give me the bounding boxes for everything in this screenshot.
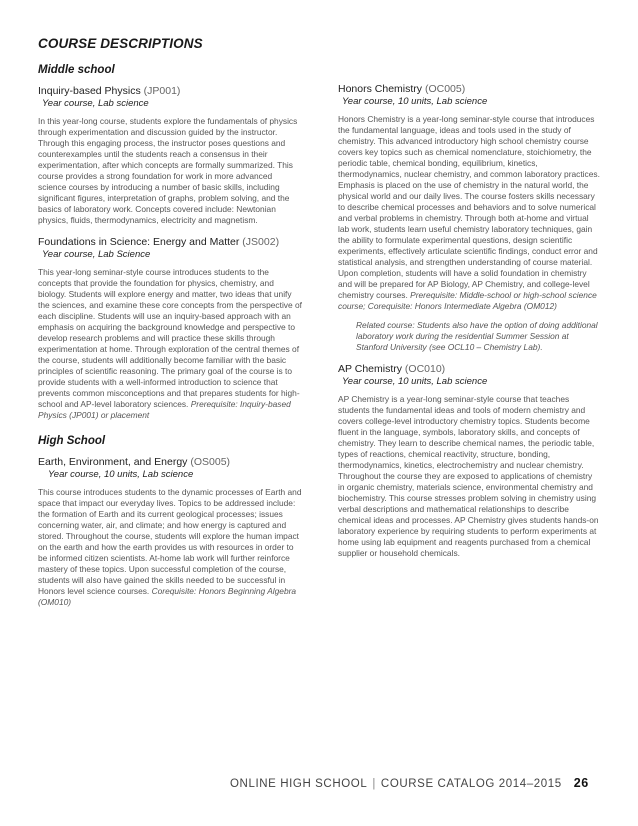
course-title-text: AP Chemistry	[338, 363, 402, 375]
course-earth-environment-energy	[38, 456, 302, 608]
course-title	[338, 83, 600, 96]
course-description-text: Honors Chemistry is a year-long seminar-style course that introduces the fundamental language, ideas and tools used in the study of chemistry. This advanced introductory high school chemistry course covers key topics such as chemical nomenclature, stoichiometry, the periodic table, chemical bonding, equilibrium, kinetics, thermodynamics, nuclear chemistry, and common laboratory practices. Emphasis is placed on the use of chemistry in the natural world, the physical world and our daily lives. The course fosters skills necessary to describe chemical processes and behaviors and to solve numerical and verbal problems in chemistry. Through both at-home and virtual lab work, students learn useful chemistry laboratory techniques, gain the ability to formulate experimental questions, design scientific experiments, effectively articulate scientific findings, conduct error and statistical analysis, and strengthen understanding of course material. Upon completion, students will have a solid foundation in chemistry and will be prepared for AP Biology, AP Chemistry, and college-level chemistry courses.	[338, 114, 600, 300]
course-title	[338, 363, 600, 376]
left-column	[38, 64, 302, 618]
page-footer	[230, 776, 589, 790]
section-heading-high-school: High School	[38, 435, 106, 447]
course-meta: Year course, Lab science	[42, 98, 149, 109]
course-description-text: This year-long seminar-style course introduces students to the concepts that provide the foundation for physics, chemistry, and biology. Students will explore energy and matter, two ideas that unify the sciences, and examine these core concepts from the perspective of each discipline. Students will use an inquiry-based approach with an emphasis on acquiring the background knowledge and perspective to develop research problems and will practice these skills through experimentation at home. Through exploration of the central themes of the course, students will additionally become familiar with the basic principles of scientific reasoning. The primary goal of the course is to provide students with a well-informed introduction to science that prevents common misconceptions and that prepares students for high-school and AP-level laboratory sciences.	[38, 267, 302, 409]
course-foundations-in-science	[38, 236, 302, 421]
course-description	[38, 487, 302, 608]
course-description	[338, 114, 600, 312]
course-meta: Year course, Lab Science	[42, 249, 151, 260]
course-description	[38, 267, 302, 421]
course-inquiry-based-physics	[38, 85, 302, 226]
course-meta: Year course, 10 units, Lab science	[342, 96, 488, 107]
course-title-text: Honors Chemistry	[338, 83, 423, 95]
course-ap-chemistry	[338, 363, 600, 559]
course-code: (OC010)	[404, 363, 446, 375]
course-prerequisite: Prerequisite: Middle-school or high-school science course; Corequisite: Honors Intermediate Algebra (OM012)	[338, 290, 597, 311]
course-code: (OC005)	[424, 83, 466, 95]
course-title-text: Inquiry-based Physics	[38, 85, 141, 97]
course-meta: Year course, 10 units, Lab science	[48, 469, 194, 480]
course-description: In this year-long course, students explore the fundamentals of physics through experimentation and discussion guided by the instructor. Through this engaging process, the instructor poses questions and counterexamples until the students reach a consensus in their experimentation, after which concepts are formally summarized. This course provides a strong foundation for work in more advanced science courses by introducing a number of basic skills, including significant figures, interpretation of graphs, problem solving, and the basics of laboratory work. Concepts covered include: Newtonian physics, fluids, thermodynamics, electricity and magnetism.	[38, 116, 298, 225]
footer-catalog: COURSE CATALOG 2014–2015	[380, 778, 562, 790]
page-heading: COURSE DESCRIPTIONS	[38, 36, 203, 51]
course-code: (JS002)	[242, 236, 280, 248]
page-number: 26	[573, 776, 589, 790]
course-corequisite: Corequisite: Honors Beginning Algebra (OM010)	[38, 586, 297, 607]
course-code: (OS005)	[190, 456, 231, 468]
course-meta: Year course, 10 units, Lab science	[342, 376, 488, 387]
course-description: AP Chemistry is a year-long seminar-style course that teaches students the fundamental ideas and tools of modern chemistry and covers college-level introductory chemistry topics. Students become fluent in the language, symbols, laboratory skills, and concepts of chemistry. They learn to describe chemical names, the periodic table, types of reactions, chemical reactivity, structure, bonding, thermodynamics, kinetics, electrochemistry and nuclear chemistry. Throughout the course they are exposed to applications of chemistry in organic chemistry, materials science, environmental chemistry and biochemistry. This course stresses problem solving in chemistry using verbal descriptions and mathematical relationships to describe chemical ideas and processes. AP Chemistry gives students hands-on laboratory experience by requiring students to perform experiments at home using lab equipment and reagents purchased from a chemical supplier or household chemicals.	[338, 394, 599, 558]
footer-separator: |	[372, 778, 376, 790]
right-column	[338, 83, 600, 569]
course-title	[38, 236, 302, 249]
course-description-text: This course introduces students to the dynamic processes of Earth and space that impact our everyday lives. Topics to be addressed include: the formation of Earth and its current geological processes; issues concerning water, air, and climate; and how energy is captured and stored. Throughout the course, students will explore the human impact on the earth and how the earth provides us with resources in order to be informed citizen scientists. At-home lab work will further reinforce mastery of these topics. Upon successful completion of the course, students will also have gained the skills needed to be successful in Honors level science courses.	[38, 487, 302, 596]
course-title-text: Earth, Environment, and Energy	[38, 456, 188, 468]
course-code: (JP001)	[143, 85, 181, 97]
course-honors-chemistry	[338, 83, 600, 353]
course-prerequisite: Prerequisite: Inquiry-based Physics (JP001) or placement	[38, 399, 291, 420]
course-title-text: Foundations in Science: Energy and Matter	[38, 236, 240, 248]
course-title	[38, 85, 302, 98]
section-heading-middle-school: Middle school	[38, 64, 115, 76]
footer-school: ONLINE HIGH SCHOOL	[230, 778, 368, 790]
related-course-note: Related course: Students also have the option of doing additional laboratory work during the residential Summer Session at Stanford University (see OCL10 – Chemistry Lab).	[356, 320, 598, 352]
course-title	[38, 456, 302, 469]
